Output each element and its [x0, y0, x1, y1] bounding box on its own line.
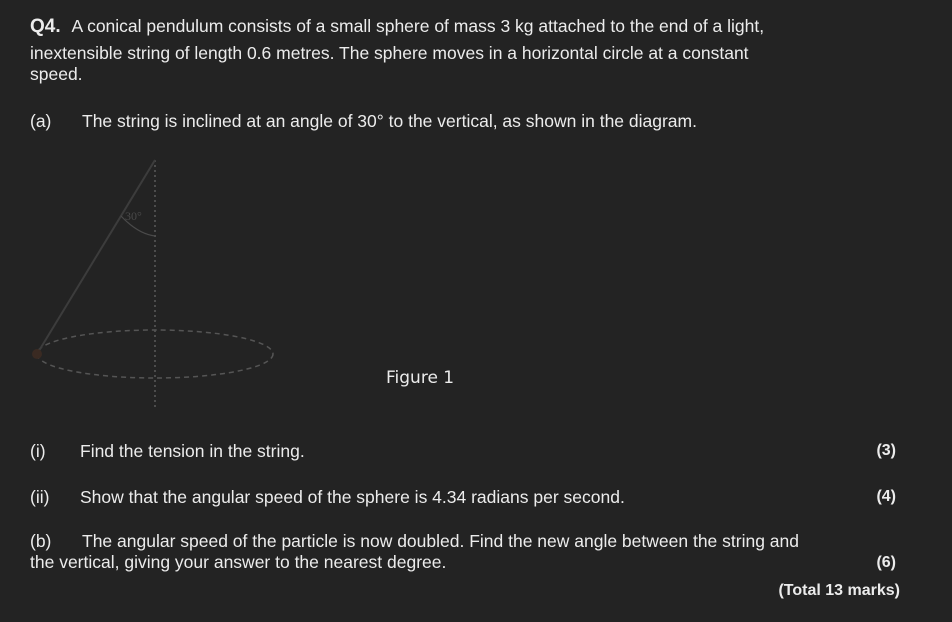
- part-ii-label: (ii): [30, 487, 50, 507]
- part-a-text: The string is inclined at an angle of 30° to the vertical, as shown in the diagram.: [82, 111, 697, 131]
- angle-label: 30°: [125, 209, 142, 223]
- figure-caption: Figure 1: [386, 368, 455, 388]
- question-number: Q4.: [30, 16, 61, 37]
- total-marks: (Total 13 marks): [778, 582, 900, 599]
- part-i-label: (i): [30, 441, 46, 461]
- part-b-label: (b): [30, 531, 52, 551]
- part-i-text: Find the tension in the string.: [80, 441, 305, 461]
- part-b-marks: (6): [876, 554, 896, 571]
- part-b-text-line2: the vertical, giving your answer to the nearest degree.: [30, 552, 447, 572]
- part-i-marks: (3): [876, 442, 896, 459]
- part-b-text-line1: The angular speed of the particle is now doubled. Find the new angle between the string and: [82, 531, 800, 551]
- part-a-label: (a): [30, 111, 52, 131]
- question-intro-line2: inextensible string of length 0.6 metres. The sphere moves in a horizontal circle at a constant: [30, 43, 749, 63]
- sphere: [32, 349, 42, 359]
- question-intro-line3: speed.: [30, 64, 83, 84]
- part-ii-marks: (4): [876, 488, 896, 505]
- question-intro-text: A conical pendulum consists of a small sphere of mass 3 kg attached to the end of a light,: [71, 16, 765, 36]
- string: [37, 160, 155, 354]
- part-ii-text: Show that the angular speed of the sphere is 4.34 radians per second.: [80, 487, 625, 507]
